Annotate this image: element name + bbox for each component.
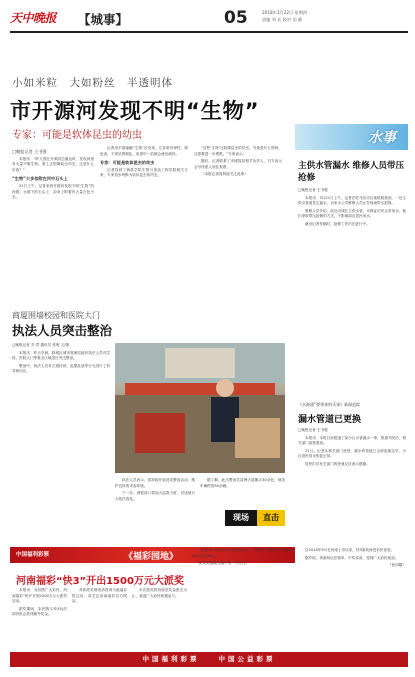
right2-para: 本报讯 本报日前报道了某小区水管漏水一事，报道刊发后，相关部门高度重视。 <box>298 435 406 446</box>
lead-subhead: 专家：可能是软体昆虫的幼虫 <box>12 130 142 141</box>
water-banner <box>295 124 408 150</box>
second-column-2 <box>115 478 195 504</box>
lead-headline: 市开源河发现不明“生物” <box>10 99 260 123</box>
second-para: 据了解，此次整治共清理占道摊点30余处，规范车辆停放50余辆。 <box>200 478 285 488</box>
right1-para: 截至记者发稿时，抢修工作仍在进行中。 <box>305 221 370 226</box>
lottery-para: 本报讯 为回馈广大彩民，河南福彩“快3”开展1500万元大派奖活动。 <box>12 588 67 604</box>
lottery-para: （张同耀） <box>388 563 406 568</box>
lead-para: “这些‘生物’比较像昆虫的幼虫，究竟是什么物种，还需要进一步观察。”专家表示。 <box>194 146 282 156</box>
lead-column-1 <box>12 146 94 203</box>
water-banner-label: 水事 <box>368 130 396 146</box>
second-byline: □晚报记者 苏 君 通讯员 张明 文/图 <box>12 343 70 347</box>
right-column-1 <box>298 188 406 230</box>
footer-banner: 中国福利彩票 中国公益彩票 <box>10 652 408 667</box>
page-number: 05 <box>224 8 248 28</box>
newspaper-logo: 天中晚报 <box>10 11 57 25</box>
lead-column-2 <box>100 146 188 181</box>
lottery-para: 自2014年9月在河南上市以来，快3游戏深受彩民喜爱。 <box>305 548 395 552</box>
section-title: 【城事】 <box>78 12 129 27</box>
second-column-1 <box>12 343 110 377</box>
stamp-part-a: 现场 <box>225 510 257 526</box>
lead-para: 记者用手指接触“生物”后发现，它非常有弹性，颜色浅，个别呈黑褐色，用指甲一掐便会流出液体。 <box>100 146 188 156</box>
lottery-column-3 <box>132 588 187 601</box>
issue-date: 2018年3月22日 星期四 <box>262 10 308 15</box>
lottery-section-tag: 《福彩园地》 <box>124 552 179 562</box>
right2-para: 居民们对有关部门的快速反应表示感谢。 <box>305 461 370 466</box>
news-photo <box>115 343 285 473</box>
lottery-para: 派奖期间，彩民购买快3玩法即有机会获得额外奖金。 <box>12 606 67 617</box>
right2-kicker: 《水源通”要带来的乐果》新闻追踪 <box>298 402 361 407</box>
right-headline-2: 漏水管道已更换 <box>298 415 362 425</box>
editor-line: 责编 刘 宏 校对 田 静 <box>262 17 303 22</box>
lottery-para: 具体派奖规则请咨询当地福彩投注站，或关注河南福彩官方网站。 <box>72 588 127 604</box>
lead-kicker: 小如米粒 大如粉丝 半透明体 <box>12 77 173 89</box>
second-para: 本报讯 昨日早晨，驿城区城市管理局组织执法人员对学校、医院大门等重点区域进行突击整治。 <box>12 350 110 361</box>
lottery-headline: 河南福彩“快3”开出1500万元大派奖 <box>16 576 184 587</box>
right-column-2 <box>298 428 406 470</box>
second-para: 下一步，城管部门将加大巡查力度，对违规行为依法查处。 <box>115 491 195 501</box>
lottery-logo: 中国福利彩票 <box>16 552 50 558</box>
scene-report-stamp <box>225 510 285 526</box>
lottery-column-2 <box>72 588 127 607</box>
lead-section-heading: “生物”大多依附在河中石头上 <box>12 176 68 182</box>
right1-para: 维修人员介绍，此处为城区主供水管，为保证市民正常用水，他们采取带压抢修的方式，不影响周边居民用水。 <box>298 208 406 219</box>
lead-para: 本报讯 “昨天我在开源河边溜达时，发现河里有大量不明生物，看上去很像蚊虫幼虫，这是什么东西？” <box>12 156 94 172</box>
lead-para: 随后，记者联系了市城管局相关负责人，对方表示会尽快派人前往查看。 <box>194 159 282 169</box>
lottery-para: 本次派奖将持续至奖金派完为止，欢迎广大彩民积极参与。 <box>132 588 187 598</box>
right-headline-1: 主供水管漏水 维修人员带压抢修 <box>298 161 405 183</box>
stamp-part-b: 直击 <box>257 510 285 526</box>
second-headline: 执法人员突击整治 <box>12 323 113 338</box>
right2-byline: □晚报记者 王书强 <box>298 428 328 432</box>
right1-para: 本报讯 3月21日上午，记者在驻马店市区某路段看到，一处主供水管道发生漏水，自来水公司维修人员正在现场带压抢修。 <box>298 195 406 206</box>
lead-para: 21日上午，记者来到开源河发现不明“生物”的河段，水面下的石头上、杂草上附着有大量白色小虫。 <box>12 183 94 200</box>
lead-column-3 <box>194 146 282 180</box>
second-para: 执法人员表示，将持续开展此类整治活动，维护良好的市容环境。 <box>115 478 195 488</box>
photo-scene <box>115 343 285 473</box>
lottery-para: “和值16”奖金由40元加至50元；“和值6”“和值15”奖金由40元加至50元。 <box>192 548 292 558</box>
right1-byline: □晚报记者 王书强 <box>298 188 328 192</box>
header-divider <box>10 31 408 33</box>
lottery-column-4 <box>192 548 292 569</box>
second-kicker: 商厦围墙校园和医院大门 <box>12 311 100 320</box>
second-para: 整治中，执法人员对占道经营、乱摆乱放等行为进行了劝导和纠正。 <box>12 363 110 374</box>
lead-para: （本报记者将持续关注此事） <box>201 172 248 177</box>
second-column-3 <box>200 478 285 491</box>
lead-byline: □晚报记者 王书强 <box>12 149 47 154</box>
lottery-column-1 <box>12 588 67 620</box>
lottery-para: 据介绍，该游戏玩法简单、中奖率高，受到广大彩民欢迎。 <box>305 555 399 560</box>
lottery-para: 派奖奖金随当期中奖一并兑付。 <box>199 561 250 566</box>
right2-para: 21日，记者从相关部门获悉，漏水的管道已全部更换完毕，小区居民用水恢复正常。 <box>298 448 406 459</box>
lottery-column-5 <box>298 548 406 571</box>
lead-para: 记者找到了黄淮学院生物与食品工程学院相关专家，专家初步判断为软体昆虫的幼虫。 <box>100 167 188 178</box>
lead-section-heading: 专家：可能是软体昆虫的幼虫 <box>100 160 155 166</box>
